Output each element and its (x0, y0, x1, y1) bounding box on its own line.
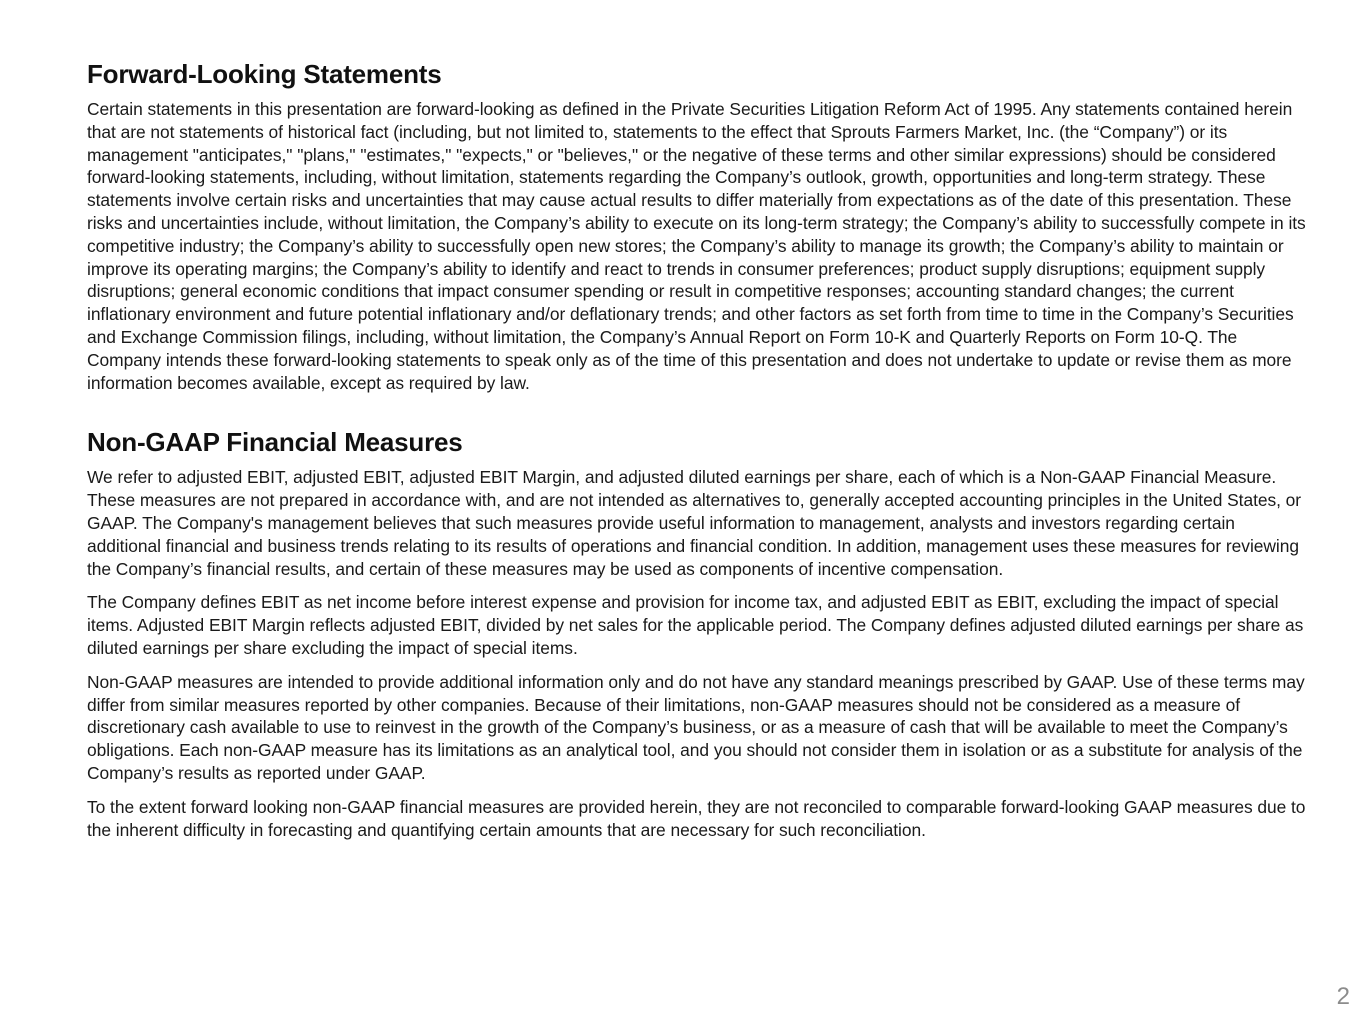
forward-looking-body: Certain statements in this presentation are forward-looking as defined in the Private Securities Litigation Reform Act of 1995. Any statements contained herein that are not statements of historical fact (including, but not limited to, statements to the effect that Sprouts Farmers Market, Inc. (the “Company”) or its management "anticipates," "plans," "estimates," "expects," or "believes," or the negative of these terms and other similar expressions) should be considered forward-looking statements, including, without limitation, statements regarding the Company’s outlook, growth, opportunities and long-term strategy. These statements involve certain risks and uncertainties that may cause actual results to differ materially from expectations as of the date of this presentation. These risks and uncertainties include, without limitation, the Company’s ability to execute on its long-term strategy; the Company’s ability to successfully compete in its competitive industry; the Company’s ability to successfully open new stores; the Company’s ability to manage its growth; the Company’s ability to maintain or improve its operating margins; the Company’s ability to identify and react to trends in consumer preferences; product supply disruptions; equipment supply disruptions; general economic conditions that impact consumer spending or result in competitive responses; accounting standard changes; the current inflationary environment and future potential inflationary and/or deflationary trends; and other factors as set forth from time to time in the Company’s Securities and Exchange Commission filings, including, without limitation, the Company’s Annual Report on Form 10-K and Quarterly Reports on Form 10-Q. The Company intends these forward-looking statements to speak only as of the time of this presentation and does not undertake to update or revise them as more information becomes available, except as required by law. (87, 99, 1306, 393)
forward-looking-heading: Forward-Looking Statements (87, 59, 442, 89)
non-gaap-paragraph-ebit: The Company defines EBIT as net income before interest expense and provision for income tax, and adjusted EBIT as EBIT, excluding the impact of special items. Adjusted EBIT Margin reflects adjusted EBIT, divided by net sales for the applicable period. The Company defines adjusted diluted earnings per share as diluted earnings per share excluding the impact of special items. (87, 592, 1304, 658)
non-gaap-paragraph-reconciliation: To the extent forward looking non-GAAP financial measures are provided herein, they are not reconciled to comparable forward-looking GAAP measures due to the inherent difficulty in forecasting and quantifying certain amounts that are necessary for such reconciliation. (87, 796, 1306, 840)
slide-content (87, 57, 1309, 841)
non-gaap-paragraph-definition: We refer to adjusted EBIT, adjusted EBIT, adjusted EBIT Margin, and adjusted diluted earnings per share, each of which is a Non-GAAP Financial Measure. These measures are not prepared in accordance with, and are not intended as alternatives to, generally accepted accounting principles in the United States, or GAAP. The Company's management believes that such measures provide useful information to management, analysts and investors regarding certain additional financial and business trends relating to its results of operations and financial condition. In addition, management uses these measures for reviewing the Company’s financial results, and certain of these measures may be used as components of incentive compensation. (87, 467, 1302, 579)
non-gaap-section (87, 425, 1309, 841)
non-gaap-heading: Non-GAAP Financial Measures (87, 427, 463, 458)
forward-looking-section (87, 57, 1309, 394)
non-gaap-paragraph-limitations: Non-GAAP measures are intended to provide additional information only and do not have any standard meanings prescribed by GAAP. Use of these terms may differ from similar measures reported by other companies. Because of their limitations, non-GAAP measures should not be considered as a measure of discretionary cash available to use to reinvest in the growth of the Company’s business, or as a measure of cash that will be available to meet the Company’s obligations. Each non-GAAP measure has its limitations as an analytical tool, and you should not consider them in isolation or as a substitute for analysis of the Company’s results as reported under GAAP. (87, 671, 1305, 783)
page-number: 2 (1336, 983, 1350, 1010)
